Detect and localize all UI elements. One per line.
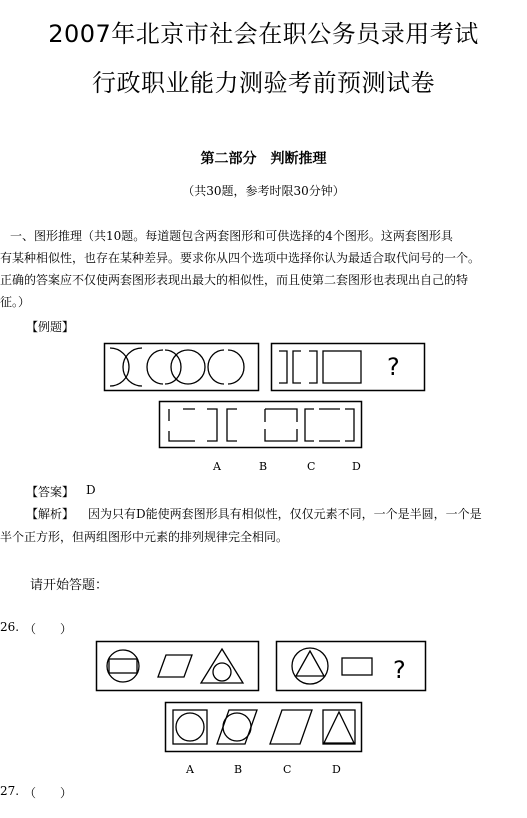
answer-label: 【答案】 (26, 485, 75, 499)
question-26-blank: （ ） (24, 622, 73, 636)
question-26-options-figure (165, 702, 362, 752)
start-prompt: 请开始答题： (30, 578, 109, 593)
question-26-question-mark: ? (393, 656, 406, 684)
example-set-1-figure (104, 343, 259, 391)
question-27-number: 27. (0, 784, 20, 798)
example-option-b-label: B (259, 460, 268, 473)
intro-line-2: 有某种相似性，也存在某种差异。要求你从四个选项中选择你认为最适合取代问号的一个。 (0, 251, 481, 265)
analysis-label: 【解析】 (26, 507, 75, 521)
example-option-c-label: C (307, 460, 316, 473)
question-26-option-d-label: D (332, 763, 341, 776)
section-heading: 第二部分 判断推理 (200, 151, 327, 167)
intro-line-3: 正确的答案应不仅使两套图形表现出最大的相似性，而且使第二套图形也表现出自己的特 (0, 273, 469, 287)
example-options-figure (159, 401, 362, 448)
question-26-set-1-figure (96, 641, 259, 691)
example-question-mark: ? (387, 353, 400, 381)
question-26-option-c-label: C (283, 763, 292, 776)
exam-title-line2: 行政职业能力测验考前预测试卷 (92, 69, 435, 97)
question-26-option-a-label: A (186, 763, 194, 776)
analysis-line-2: 半个正方形，但两组图形中元素的排列规律完全相同。 (0, 530, 289, 544)
example-label: 【例题】 (26, 320, 75, 334)
example-option-d-label: D (352, 460, 361, 473)
question-27-blank: （ ） (24, 786, 73, 800)
exam-title-line1: 2007年北京市社会在职公务员录用考试 (48, 20, 479, 48)
intro-line-4: 征。） (0, 295, 31, 309)
example-option-a-label: A (213, 460, 221, 473)
analysis-line-1: 因为只有D能使两套图形具有相似性，仅仅元素不同，一个是半圆，一个是 (88, 507, 482, 521)
section-note: （共30题，参考时限30分钟） (182, 184, 345, 198)
example-set-2-figure (271, 343, 425, 391)
answer-value: D (86, 483, 96, 497)
question-26-number: 26. (0, 620, 20, 634)
question-26-option-b-label: B (234, 763, 243, 776)
intro-line-1: 一、图形推理（共10题。每道题包含两套图形和可供选择的4个图形。这两套图形具 (10, 229, 453, 243)
